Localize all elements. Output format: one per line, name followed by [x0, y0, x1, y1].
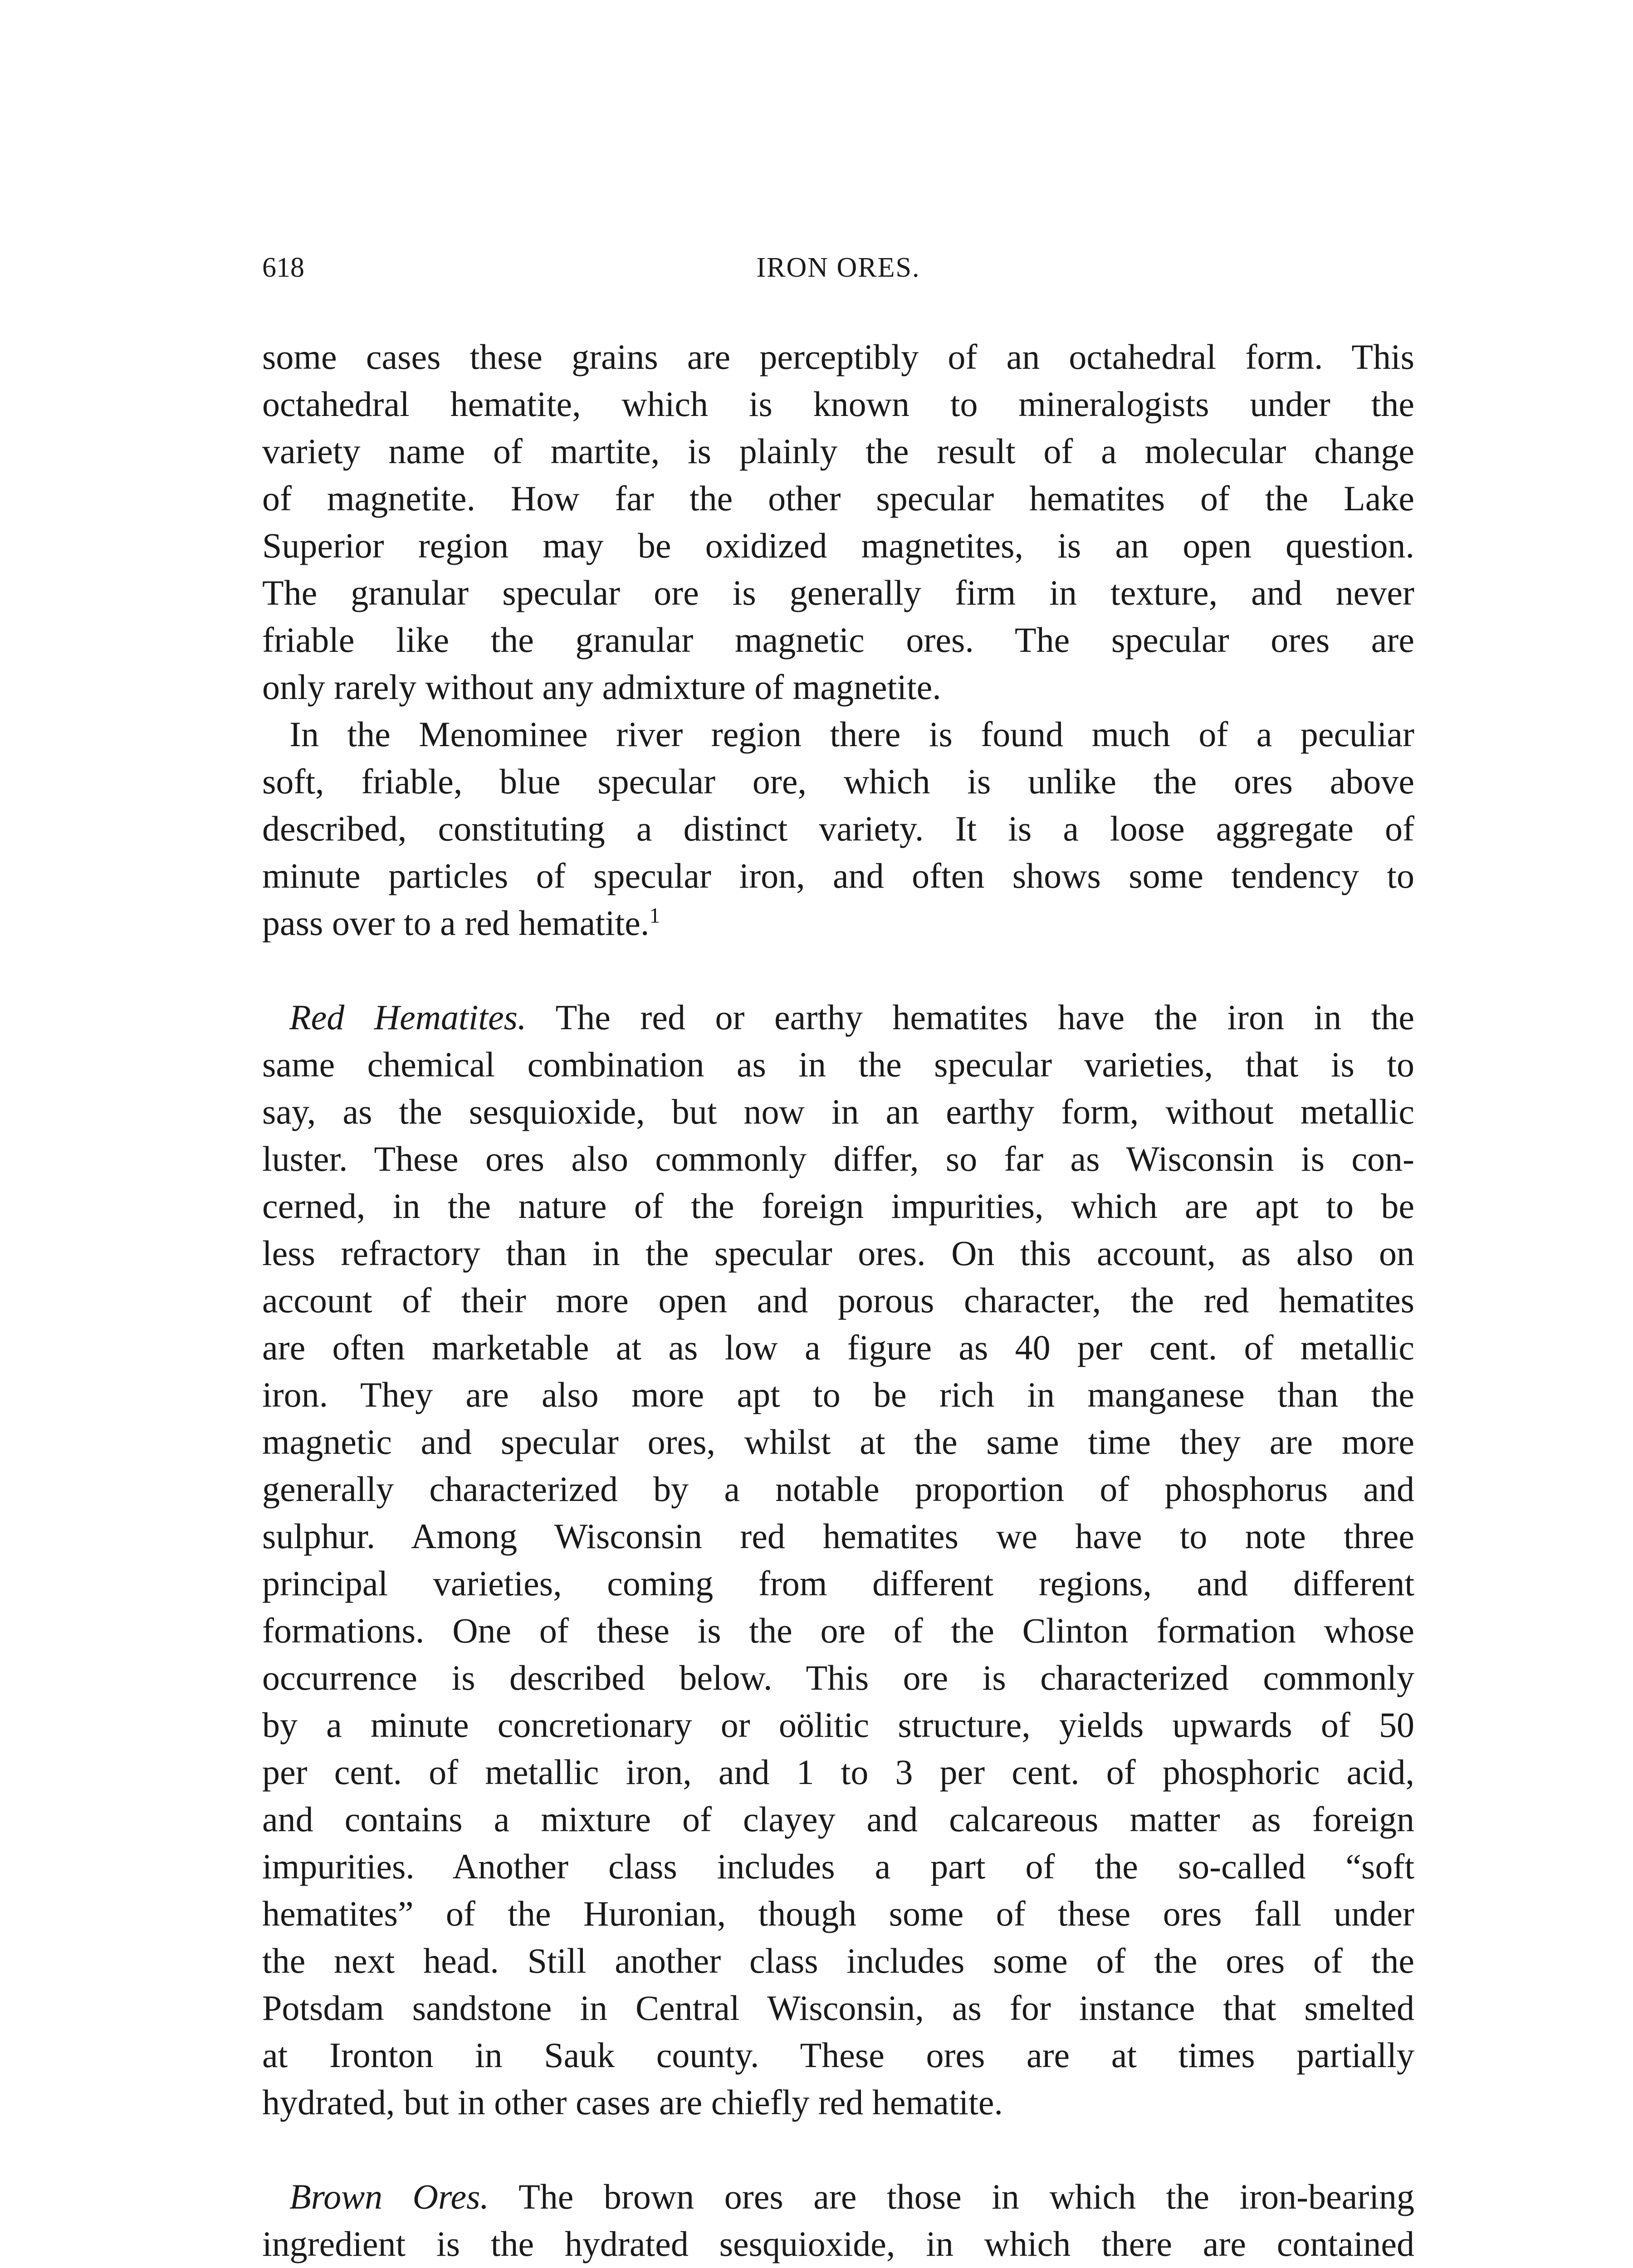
- text-line-content: pass over to a red hematite.: [262, 903, 650, 943]
- paragraph-brown-ores: [262, 2173, 1414, 2268]
- section-gap: [262, 947, 1414, 994]
- text-line: cerned, in the nature of the foreign impurities, which are apt to be: [262, 1186, 1414, 1226]
- text-line: impurities. Another class includes a part of the so-called “soft: [262, 1847, 1414, 1886]
- text-line: generally characterized by a notable proportion of phosphorus and: [262, 1469, 1414, 1509]
- text-line: by a minute concretionary or oölitic structure, yields upwards of 50: [262, 1705, 1414, 1745]
- text-line: described, constituting a distinct variety. It is a loose aggregate of: [262, 809, 1414, 848]
- text-line: variety name of martite, is plainly the result of a molecular change: [262, 431, 1414, 471]
- paragraph-specular-continued: [262, 333, 1414, 711]
- text-line: less refractory than in the specular ores. On this account, as also on: [262, 1233, 1414, 1273]
- text-line: In the Menominee river region there is found much of a peculiar: [289, 714, 1414, 754]
- text-line: luster. These ores also commonly differ, so far as Wisconsin is con-: [262, 1139, 1414, 1178]
- text-line: per cent. of metallic iron, and 1 to 3 per cent. of phosphoric acid,: [262, 1752, 1414, 1792]
- text-line: hematites” of the Huronian, though some of these ores fall under: [262, 1894, 1414, 1933]
- text-line: ingredient is the hydrated sesquioxide, in which there are contained: [262, 2224, 1414, 2263]
- text-line: account of their more open and porous character, the red hematites: [262, 1281, 1414, 1320]
- text-line: principal varieties, coming from different regions, and different: [262, 1564, 1414, 1603]
- running-head: [262, 252, 1414, 293]
- section-heading-brown-ores: Brown Ores.: [289, 2177, 489, 2216]
- text-line: only rarely without any admixture of magnetite.: [262, 667, 941, 707]
- text-line: sulphur. Among Wisconsin red hematites we have to note three: [262, 1516, 1414, 1556]
- text-line: hydrated, but in other cases are chiefly red hematite.: [262, 2082, 1003, 2122]
- text-line: some cases these grains are perceptibly of an octahedral form. This: [262, 337, 1414, 376]
- text-line: and contains a mixture of clayey and calcareous matter as foreign: [262, 1799, 1414, 1839]
- text-line: magnetic and specular ores, whilst at the same time they are more: [262, 1422, 1414, 1461]
- text-line: Superior region may be oxidized magnetites, is an open question.: [262, 526, 1414, 565]
- text-line: of magnetite. How far the other specular hematites of the Lake: [262, 479, 1414, 518]
- text-line: iron. They are also more apt to be rich in manganese than the: [262, 1375, 1414, 1414]
- text-line: Potsdam sandstone in Central Wisconsin, as for instance that smelted: [262, 1988, 1414, 2028]
- text-line: octahedral hematite, which is known to mineralogists under the: [262, 384, 1414, 424]
- footnote-reference[interactable]: 1: [649, 904, 660, 928]
- paragraph-menominee: [262, 711, 1414, 947]
- running-title: IRON ORES.: [756, 252, 920, 283]
- text-line: The granular specular ore is generally firm in texture, and never: [262, 573, 1414, 612]
- text-line: [262, 899, 1414, 947]
- text-line: occurrence is described below. This ore is characterized commonly: [262, 1658, 1414, 1697]
- text-line: [262, 2173, 1414, 2220]
- text-line: same chemical combination as in the specular varieties, that is to: [262, 1045, 1414, 1084]
- text-line: are often marketable at as low a figure as 40 per cent. of metallic: [262, 1328, 1414, 1367]
- text-line: soft, friable, blue specular ore, which is unlike the ores above: [262, 762, 1414, 801]
- section-gap: [262, 2126, 1414, 2173]
- text-line: say, as the sesquioxide, but now in an earthy form, without metallic: [262, 1092, 1414, 1131]
- text-line: friable like the granular magnetic ores. The specular ores are: [262, 620, 1414, 660]
- text-line: at Ironton in Sauk county. These ores are at times partially: [262, 2035, 1414, 2075]
- page-number: 618: [262, 252, 304, 283]
- text-line-content: The brown ores are those in which the iron-bearing: [518, 2177, 1415, 2216]
- paragraph-red-hematites: [262, 994, 1414, 2126]
- text-line: formations. One of these is the ore of the Clinton formation whose: [262, 1611, 1414, 1650]
- text-line: [262, 994, 1414, 1041]
- text-line: minute particles of specular iron, and often shows some tendency to: [262, 856, 1414, 895]
- text-line: the next head. Still another class includes some of the ores of the: [262, 1941, 1414, 1980]
- text-line-content: The red or earthy hematites have the iron in the: [555, 997, 1415, 1037]
- section-heading-red-hematites: Red Hematites.: [289, 997, 527, 1037]
- body-text: [262, 333, 1414, 2268]
